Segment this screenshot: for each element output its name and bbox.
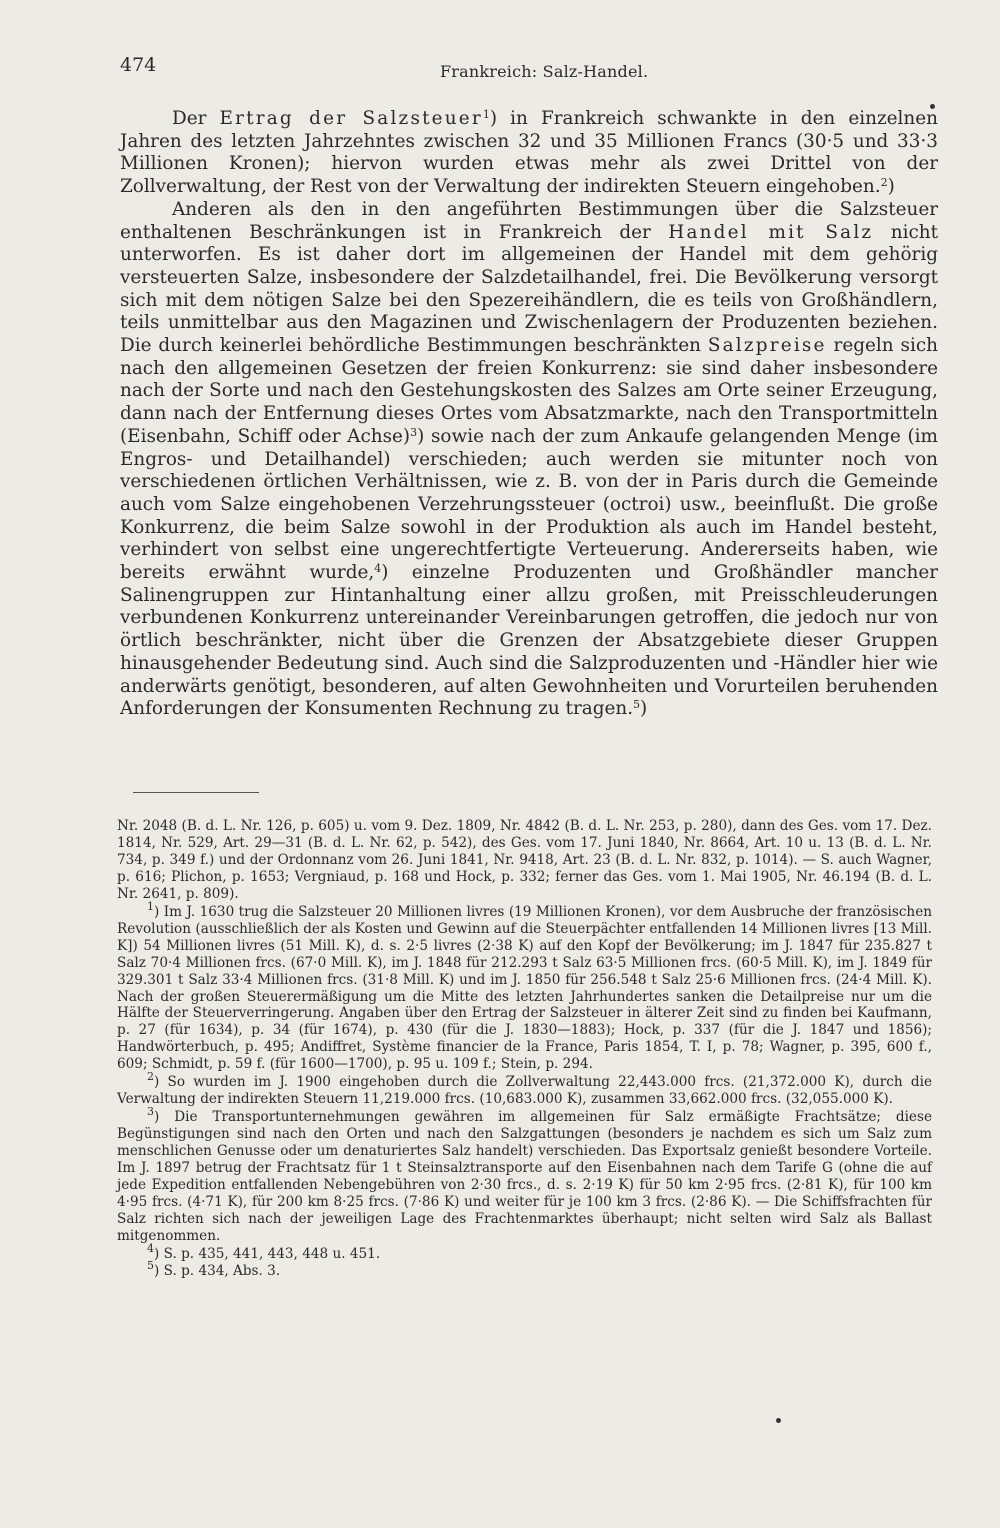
- footnote-text: ) Die Transportunternehmungen gewähren im allgemeinen für Salz ermäßigte Frachtsätze; diese Begünstigungen sind nach den Orten und nach den Salzgattungen (besonders je nachdem es sich um Salz zum menschlichen Genusse oder um denaturiertes Salz handelt) verschieden. Das Exportsalz genießt besondere Vorteile. Im J. 1897 betrug der Frachtsatz für 1 t Steinsalztransporte auf den Eisenbahnen nach dem Tarife G (ohne die auf jede Expedition entfallenden Nebengebühren von 2·30 frcs., d. s. 2·19 K) für 50 km 2·95 frcs. (2·81 K), für 100 km 4·95 frcs. (4·71 K), für 200 km 8·25 frcs. (7·86 K) und weiter für je 100 km 3 frcs. (2·86 K). — Die Schiffsfrachten für Salz richten sich nach der jeweiligen Lage des Frachtenmarktes überhaupt; nicht selten wird Salz als Ballast mitgenommen.: [117, 1109, 932, 1244]
- footnote-text: ) So wurden im J. 1900 eingehoben durch die Zollverwaltung 22,443.000 frcs. (21,372.000 K), durch die Verwaltung der indirekten Steuern 11,219.000 frcs. (10,683.000 K), zusammen 33,662.000 frcs. (32,055.000 K).: [117, 1074, 932, 1108]
- text-run: regeln sich nach den allgemeinen Gesetzen der freien Konkurrenz: sie sind daher insbesondere nach der Sorte und nach den Gestehungskosten des Salzes am Orte seiner Erzeugung, dann nach der Entfernung dieses Ortes vom Absatzmarkte, nach den Transportmitteln (Eisenbahn, Schiff oder Achse): [120, 335, 938, 447]
- footnote-mark: 5: [147, 1258, 154, 1272]
- paragraph-salt-trade: [120, 199, 938, 721]
- footnotes: [117, 818, 932, 1280]
- text-run: ) sowie nach der zum Ankaufe gelangenden Menge (im Engros- und Detailhandel) verschieden; auch werden sie mitunter noch von verschiedenen örtlichen Verhältnissen, wie z. B. von der in Paris durch die Gemeinde auch vom Salze eingehobenen Verzehrungssteuer (octroi) usw., beeinflußt. Die große Konkurrenz, die beim Salze sowohl in der Produktion als auch im Handel besteht, verhindert von selbst eine ungerechtfertigte Verteuerung. Andererseits haben, wie bereits erwähnt wurde,: [120, 425, 938, 584]
- footnote-2: [117, 1070, 932, 1108]
- footnote-5: [117, 1258, 932, 1280]
- footnote-mark: 3: [147, 1105, 154, 1119]
- text-run: ): [887, 176, 895, 198]
- text-run: Anderen als den in den angeführten Bestimmungen über die Salzsteuer enthaltenen Beschränkungen ist in Frankreich der: [120, 198, 938, 243]
- text-run: ) in Frankreich schwankte in den einzelnen Jahren des letzten Jahrzehntes zwischen 32 und 35 Millionen Francs (30·5 und 33·3 Millionen Kronen); hiervon wurden etwas mehr als zwei Drittel von der Zollverwaltung, der Rest von der Verwaltung der indirekten Steuern eingehoben.: [120, 108, 939, 198]
- footnote-text: ) S. p. 435, 441, 443, 448 u. 451.: [154, 1245, 381, 1262]
- main-text: [120, 108, 938, 721]
- text-run: ): [640, 698, 648, 720]
- footnote-ref: 2: [880, 176, 888, 190]
- footnote-mark: 1: [147, 899, 154, 913]
- footnote-3: [117, 1105, 932, 1245]
- spaced-emphasis: Salzpreise: [707, 335, 827, 357]
- footnote-text: ) Im J. 1630 trug die Salzsteuer 20 Millionen livres (19 Millionen Kronen), vor dem Ausbruche der französischen Revolution (ausschließlich der als Kosten und Gewinn auf die Steuerpächter entfallenden 14 Millionen livres [13 Mill. K]) 54 Millionen livres (51 Mill. K), d. s. 2·5 livres (2·38 K) auf den Kopf der Bevölkerung; im J. 1847 für 235.827 t Salz 70·4 Millionen frcs. (67·0 Mill. K), im J. 1848 für 212.293 t Salz 63·5 Millionen frcs. (60·5 Mill. K), im J. 1849 für 329.301 t Salz 33·4 Millionen frcs. (31·8 Mill. K) und im J. 1850 für 256.548 t Salz 25·6 Millionen frcs. (24·4 Mill. K). Nach der großen Steuerermäßigung um die Mitte des letzten Jahrhundertes sanken die Detailpreise nur um die Hälfte der Steuerverringerung. Angaben über den Ertrag der Salzsteuer in älterer Zeit sind zu finden bei Kaufmann, p. 27 (für 1634), p. 34 (für 1674), p. 430 (für die J. 1830—1883); Hock, p. 337 (für die J. 1847 und 1856); Handwörterbuch, p. 495; Andiffret, Système financier de la France, Paris 1854, T. I, p. 78; Wagner, p. 395, 600 f., 609; Schmidt, p. 59 f. (für 1600—1700), p. 95 u. 109 f.; Stein, p. 294.: [117, 903, 932, 1073]
- footnote-ref: 3: [410, 425, 418, 439]
- footnote-divider: [133, 792, 259, 793]
- paragraph-salt-tax-revenue: [120, 108, 938, 199]
- footnote-mark: 4: [147, 1241, 154, 1255]
- page-number: 474: [120, 54, 157, 76]
- page-header: [120, 54, 940, 84]
- spaced-emphasis: Handel mit Salz: [668, 221, 874, 243]
- footnote-4: [117, 1241, 932, 1263]
- text-run: ) einzelne Produzenten und Großhändler mancher Salinengruppen zur Hintanhaltung einer allzu großen, mit Preisschleuderungen verbundenen Konkurrenz untereinander Vereinbarungen getroffen, die jedoch nur von örtlich beschränkter, nicht über die Grenzen der Absatzgebiete dieser Gruppen hinausgehender Bedeutung sind. Auch sind die Salzproduzenten und -Händler hier wie anderwärts genötigt, besonderen, auf alten Gewohnheiten und Vorurteilen beruhenden Anforderungen der Konsumenten Rechnung zu tragen.: [120, 562, 938, 720]
- text-run: Der: [172, 108, 220, 129]
- footnote-text: ) S. p. 434, Abs. 3.: [154, 1262, 281, 1279]
- ink-dot: [776, 1418, 781, 1423]
- footnote-1: [117, 899, 932, 1074]
- footnote-ref: 1: [482, 108, 490, 121]
- footnote-mark: 2: [147, 1070, 154, 1084]
- footnote-continuation: Nr. 2048 (B. d. L. Nr. 126, p. 605) u. vom 9. Dez. 1809, Nr. 4842 (B. d. L. Nr. 253, p. 280), dann des Ges. vom 17. Dez. 1814, Nr. 529, Art. 29—31 (B. d. L. Nr. 62, p. 542), des Ges. vom 17. Juni 1840, Nr. 8664, Art. 10 u. 13 (B. d. L. Nr. 734, p. 349 f.) und der Ordonnanz vom 26. Juni 1841, Nr. 9418, Art. 23 (B. d. L. Nr. 832, p. 1014). — S. auch Wagner, p. 616; Plichon, p. 1653; Vergniaud, p. 168 und Hock, p. 332; ferner das Ges. vom 1. Mai 1905, Nr. 46.194 (B. d. L. Nr. 2641, p. 809).: [117, 818, 932, 902]
- footnote-ref: 4: [374, 562, 382, 576]
- spaced-emphasis: Ertrag der Salzsteuer: [219, 108, 483, 129]
- footnote-ref: 5: [633, 698, 641, 712]
- running-head: Frankreich: Salz-Handel.: [440, 62, 649, 81]
- text-run: nicht unterworfen. Es ist daher dort im allgemeinen der Handel mit dem gehörig versteuerten Salze, insbesondere der Salzdetailhandel, frei. Die Bevölkerung versorgt sich mit dem nötigen Salze bei den Spezereihändlern, die es teils von Großhändlern, teils unmittelbar aus den Magazinen und Zwischenlagern der Produzenten beziehen. Die durch keinerlei behördliche Bestimmungen beschränkten: [120, 221, 939, 357]
